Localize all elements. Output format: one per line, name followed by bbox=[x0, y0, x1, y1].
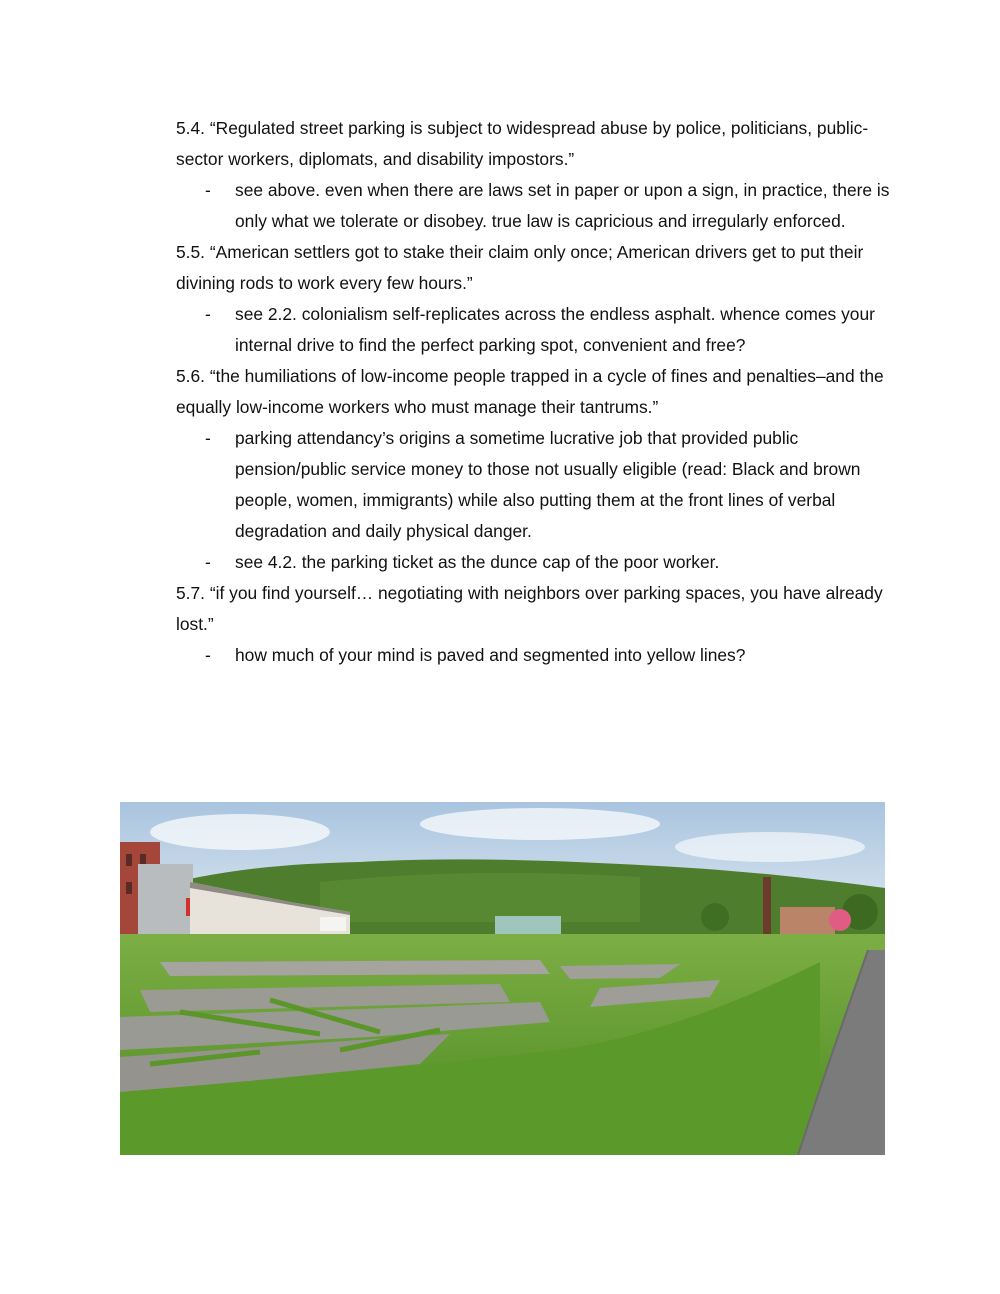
bullet-text: see above. even when there are laws set in paper or upon a sign, in practice, there is only what we tolerate or disobey. true law is capricious and irregularly enforced. bbox=[235, 180, 890, 231]
building-window bbox=[126, 882, 132, 894]
bullet-item bbox=[176, 547, 896, 578]
bullet-item bbox=[176, 175, 896, 237]
landscape-illustration bbox=[120, 802, 885, 1155]
bullet-marker: - bbox=[205, 304, 211, 324]
bullet-text: how much of your mind is paved and segmented into yellow lines? bbox=[235, 645, 746, 665]
quote-5-4: 5.4. “Regulated street parking is subject to widespread abuse by police, politicians, public-sector workers, diplomats, and disability impostors.” bbox=[176, 118, 869, 169]
quote-5-7: 5.7. “if you find yourself… negotiating with neighbors over parking spaces, you have already lost.” bbox=[176, 583, 883, 634]
cloud bbox=[150, 814, 330, 850]
document-body bbox=[176, 113, 896, 671]
distant-building bbox=[495, 916, 561, 934]
bullet-item bbox=[176, 640, 896, 671]
hills-highlight bbox=[320, 873, 640, 922]
building-window bbox=[126, 854, 132, 866]
truck-trailer bbox=[320, 917, 346, 931]
quote-5-6: 5.6. “the humiliations of low-income people trapped in a cycle of fines and penalties–and the equally low-income workers who must manage their tantrums.” bbox=[176, 366, 884, 417]
cloud bbox=[420, 808, 660, 840]
bullet-marker: - bbox=[205, 552, 211, 572]
bullet-text: see 2.2. colonialism self-replicates across the endless asphalt. whence comes your internal drive to find the perfect parking spot, convenient and free? bbox=[235, 304, 875, 355]
bullet-item bbox=[176, 299, 896, 361]
tree bbox=[701, 903, 729, 931]
flowering-tree bbox=[829, 909, 851, 931]
industrial-ductwork bbox=[138, 864, 193, 942]
bullet-item bbox=[176, 423, 896, 547]
bullet-text: parking attendancy’s origins a sometime lucrative job that provided public pension/public service money to those not usually eligible (read: Black and brown people, women, immigrants) while also putting them at the front lines of verbal degradation and daily physical danger. bbox=[235, 428, 861, 541]
bullet-marker: - bbox=[205, 428, 211, 448]
quote-5-5: 5.5. “American settlers got to stake their claim only once; American drivers get to put their divining rods to work every few hours.” bbox=[176, 242, 864, 293]
cloud bbox=[675, 832, 865, 862]
bullet-text: see 4.2. the parking ticket as the dunce cap of the poor worker. bbox=[235, 552, 720, 572]
photo-abandoned-lot bbox=[120, 802, 885, 1155]
bullet-marker: - bbox=[205, 180, 211, 200]
distant-building bbox=[780, 907, 835, 935]
bullet-marker: - bbox=[205, 645, 211, 665]
smokestack bbox=[763, 877, 771, 937]
concrete-slab bbox=[160, 960, 550, 976]
